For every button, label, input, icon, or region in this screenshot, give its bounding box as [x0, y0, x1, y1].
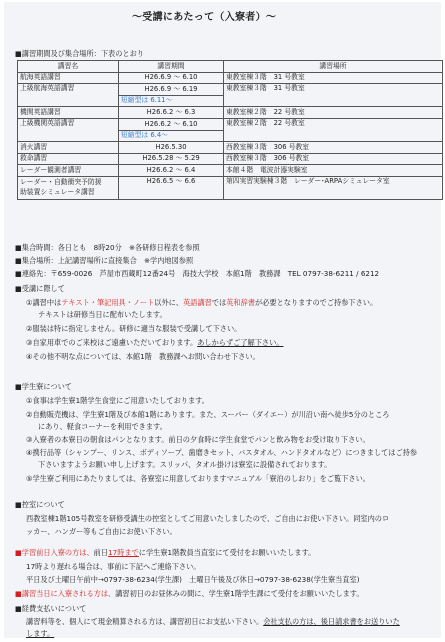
table-header-row	[18, 61, 443, 73]
dormitory-item-5: ⑤学生寮ご利用にあたりましては、各寮室に用意しておりますマニュアル「寮泊のしおり」をご覧下さい。	[26, 474, 370, 483]
assembly-time: ■集合時間：各日とも 8時20分 ※各研修日程表を参照	[15, 243, 200, 252]
expenses-text-line2: します。	[26, 629, 55, 638]
table-row	[18, 165, 443, 177]
dormitory-item-1: ①食事は学生寮1階学生食堂にご用意いたしております。	[26, 396, 209, 405]
expenses-heading: ■経費支払いについて	[15, 604, 87, 613]
checkin-late-notice: 17時より遅れる場合は、事前に下記へご連絡下さい。	[26, 562, 201, 571]
course-name: 上級機関英語講習	[18, 118, 119, 141]
attendance-heading: ■受講に際して	[15, 284, 65, 293]
document-title: ～受講にあたって（入寮者）～	[132, 12, 277, 23]
checkin-same-day: ■講習当日に入寮される方は、講習初日のお昼休みの間に、学生寮1階学生課にて受付をお願いいたします。	[15, 589, 364, 598]
course-place: 東教室棟２階 22 号教室	[224, 118, 443, 141]
course-name: 機関英語講習	[18, 107, 119, 119]
checkin-phone-numbers: 平日及び土曜日午前中→0797-38-6234(学生課) 土曜日午後及び休日→0797-38-6238(学生寮当直室)	[26, 575, 360, 584]
course-place: 第四実習実験棟３階 レーダー･ARPAシミュレータ室	[224, 176, 443, 199]
course-short-note: 短縮型は 6.11～	[119, 95, 224, 107]
attendance-item-1: ①講習中はテキスト・筆記用具・ノート以外に、英語講習では英和辞書が必要となりますのでご持参下さい。	[26, 298, 378, 307]
header-course: 講習名	[18, 61, 119, 73]
schedule-table	[17, 60, 443, 200]
course-place: 本館４階 電波計器実験室	[224, 165, 443, 177]
document-page	[4, 2, 441, 638]
waiting-room-text: 西教室棟1階105号教室を研修受講生の控室としてご用意いたしましたので、ご自由にお使い下さい。同室内のロ	[26, 514, 390, 523]
dormitory-heading: ■学生寮について	[15, 382, 72, 391]
waiting-room-heading: ■控室について	[15, 500, 65, 509]
dormitory-item-4: ④携行品等（シャンプー、リンス、ボディソープ、歯磨きセット、バスタオル、ハンドタオルなど）につきましてはご持参	[26, 448, 418, 457]
course-place: 東教室棟３階 31 号教室	[224, 72, 443, 84]
course-period: H26.6.2 ～ 6.3	[119, 107, 224, 119]
contact-info: ■連絡先：〒659-0026 芦屋市西蔵町12番24号 海技大学校 本館1階 教務課 TEL 0797-38-6211 / 6212	[15, 269, 380, 278]
attendance-item-1-line2: テキストは研修当日に配布いたします。	[38, 310, 167, 319]
dormitory-item-4-line2: 下さいますようお願い申し上げます。スリッパ、タオル掛けは寮室に設備されております。	[38, 460, 332, 469]
expenses-text: 講習料等を、個人にて現金精算される方は、講習初日にお支払い下さい。会社支払の方は、後日請求書をお送りいた	[26, 617, 400, 626]
table-row	[18, 118, 443, 130]
course-period: H26.6.9 ～ 6.10	[119, 72, 224, 84]
dormitory-item-3: ③入寮者の本寮日の朝食はパンとなります。前日の夕食時に学生食堂でパンと飲み物をお受け取り下さい。	[26, 435, 370, 444]
course-place: 西教室棟３階 306 号教室	[224, 153, 443, 165]
attendance-item-4: ④その他不明な点については、本館1階 教務課へお問い合わせ下さい。	[26, 352, 260, 361]
attendance-item-2: ②服装は特に指定しません。研修に適当な服装で受講して下さい。	[26, 324, 242, 333]
checkin-prior-day: ■学習前日入寮の方は、前日17時までに学生寮1階教員当直室にて受付をお願いいたします。	[15, 548, 316, 557]
course-period: H26.6.2 ～ 6.4	[119, 165, 224, 177]
course-place: 東教室棟２階 22 号教室	[224, 107, 443, 119]
course-period: H26.6.5 ～ 6.6	[119, 176, 224, 199]
header-place: 講習場所	[224, 61, 443, 73]
course-period: H26.6.2 ～ 6.10	[119, 118, 224, 130]
table-row	[18, 72, 443, 84]
attendance-item-3: ③自家用車でのご来校はご遠慮いただいております。あしからずご了解下さい。	[26, 338, 284, 347]
schedule-heading: ■講習期間及び集合場所：下表のとおり	[15, 49, 144, 58]
course-name: 救命講習	[18, 153, 119, 165]
header-period: 講習期間	[119, 61, 224, 73]
course-place: 東教室棟３階 31 号教室	[224, 84, 443, 107]
table-row	[18, 142, 443, 154]
course-name: レーダー・自動衝突予防援 助装置シミュレータ講習	[18, 176, 119, 199]
course-name: 消火講習	[18, 142, 119, 154]
course-name: レーダー観測者講習	[18, 165, 119, 177]
course-short-note: 短縮型は 6.4～	[119, 130, 224, 142]
dormitory-item-2: ②自動販売機は、学生寮1階及び本館1階にあります。また、スーパー（ダイエー）が川沿い南へ徒歩5分のところ	[26, 410, 390, 419]
dormitory-item-2-line2: にあり、軽食コーナーを利用できます。	[38, 422, 167, 431]
course-period: H26.5.30	[119, 142, 224, 154]
table-row	[18, 107, 443, 119]
course-period: H26.6.9 ～ 6.19	[119, 84, 224, 96]
course-place: 西教室棟３階 306 号教室	[224, 142, 443, 154]
course-period: H26.5.28 ～ 5.29	[119, 153, 224, 165]
course-name: 上級航海英語講習	[18, 84, 119, 107]
table-row	[18, 176, 443, 199]
waiting-room-text-line2: ッカー、ハンガー等もご自由にお使い下さい。	[26, 527, 177, 536]
assembly-place: ■集合場所：上記講習場所に直接集合 ※学内地図参照	[15, 256, 194, 265]
course-name: 航海英語講習	[18, 72, 119, 84]
table-row	[18, 84, 443, 96]
table-row	[18, 153, 443, 165]
